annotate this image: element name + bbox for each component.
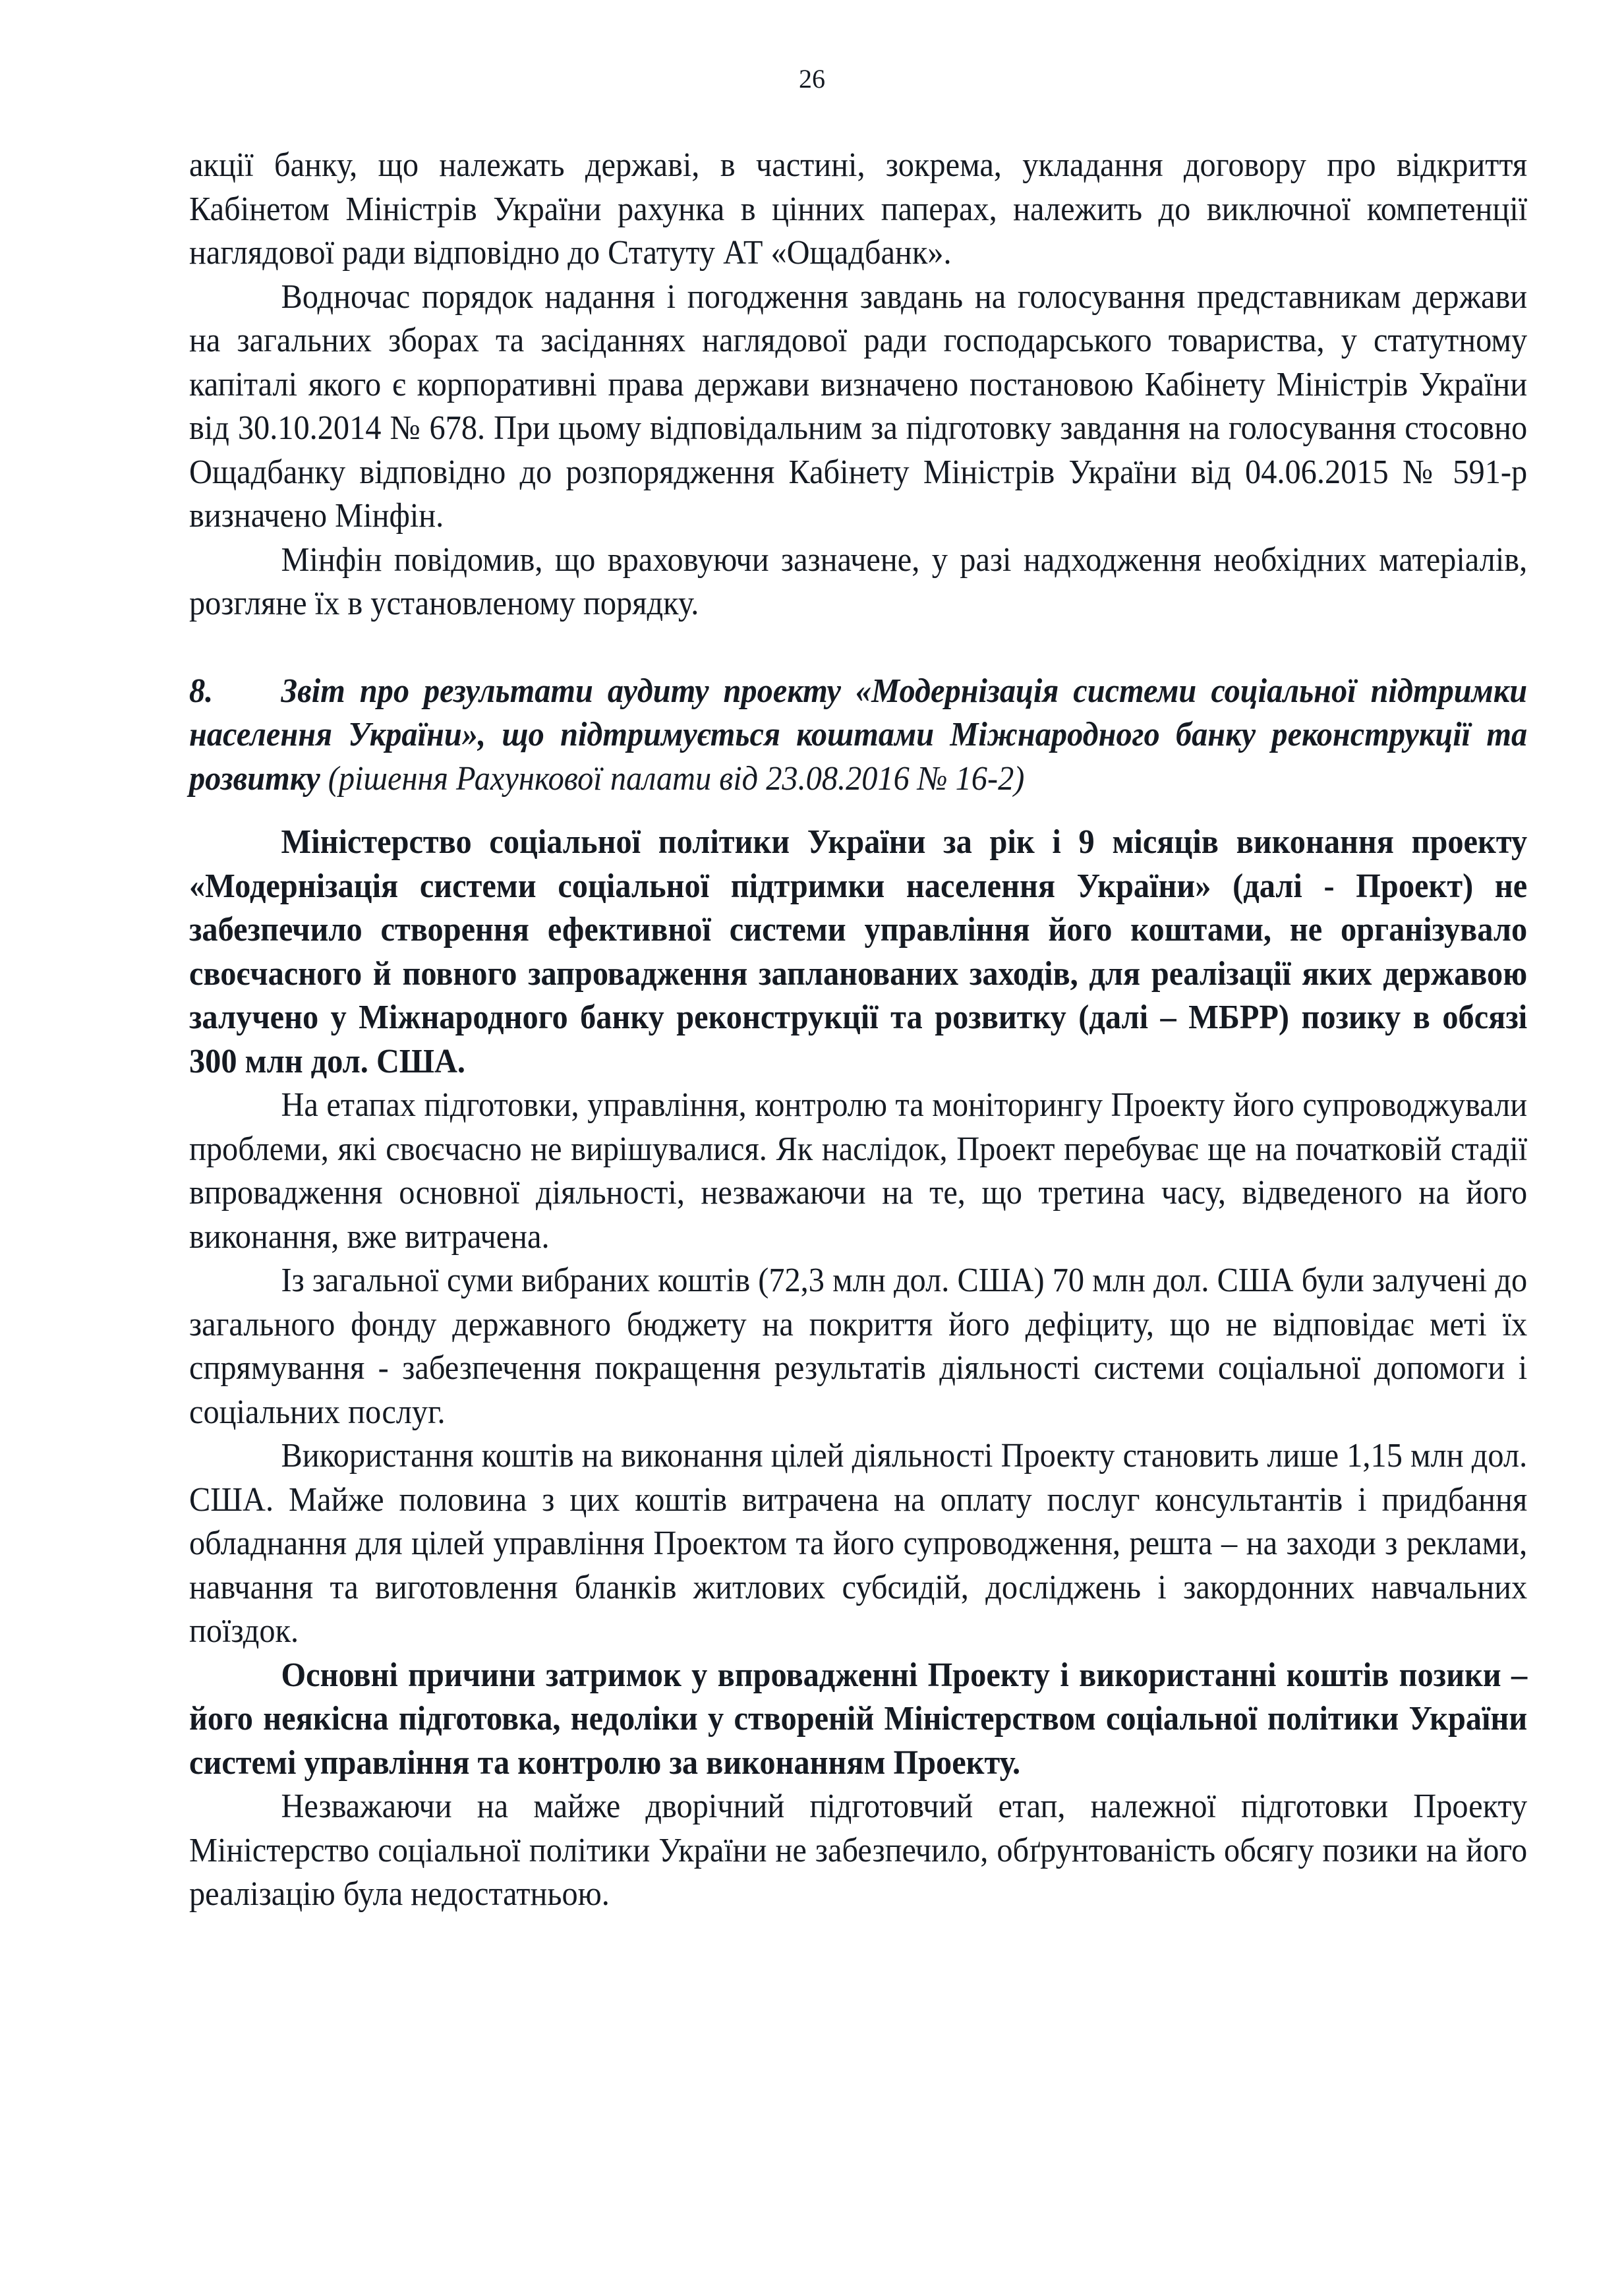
- page-number: 26: [799, 64, 825, 94]
- paragraph-preparation-stage: Незважаючи на майже дворічний підготовчий етап, належної підготовки Проекту Міністерство соціальної політики України не забезпечило, обґрунтованість обсягу позики на його реалізацію була недостатньою.: [189, 1788, 1528, 1913]
- spacer: [189, 801, 1527, 821]
- paragraph-project-stages: На етапах підготовки, управління, контролю та моніторингу Проекту його супроводжували проблеми, які своєчасно не вирішувалися. Як наслідок, Проект перебуває ще на початковій стадії впровадження основної діяльності, незважаючи на те, що третина часу, відведеного на його виконання, вже витрачена.: [189, 1086, 1528, 1256]
- section-number: 8.: [189, 672, 214, 710]
- paragraph-delay-reasons: Основні причини затримок у впровадженні Проекту і використанні коштів позики – його неякісна підготовка, недоліки у створеній Міністерством соціальної політики України системі управління та контролю за виконанням Проекту.: [189, 1656, 1528, 1782]
- paragraph-continuation: акції банку, що належать державі, в частині, зокрема, укладання договору про відкриття Кабінетом Міністрів України рахунка в цінних паперах, належить до виключної компетенції наглядової ради відповідно до Статуту АТ «Ощадбанк».: [189, 146, 1528, 272]
- paragraph-voting-procedure: Водночас порядок надання і погодження завдань на голосування представникам держави на загальних зборах та засіданнях наглядової ради господарського товариства, у статутному капіталі якого є корпоративні права держави визначено постановою Кабінету Міністрів України від 30.10.2014 № 678. При цьому відповідальним за підготовку завдання на голосування стосовно Ощадбанку відповідно до розпорядження Кабінету Міністрів України від 04.06.2015 № 591-р визначено Мінфін.: [189, 277, 1528, 535]
- document-body: [189, 144, 1527, 1917]
- section-heading: [189, 670, 1527, 802]
- section-title: Звіт про результати аудиту проекту «Модернізація системи соціальної підтримки населення України», що підтримується коштами Міжнародного банку реконструкції та розвитку: [189, 672, 1528, 798]
- paragraph-spending-details: Використання коштів на виконання цілей діяльності Проекту становить лише 1,15 млн дол. США. Майже половина з цих коштів витрачена на оплату послуг консультантів і придбання обладнання для цілей управління Проектом та його супроводження, решта – на заходи з реклами, навчання та виготовлення бланків житлових субсидій, досліджень і закордонних навчальних поїздок.: [189, 1437, 1528, 1650]
- paragraph-ministry-findings: Міністерство соціальної політики України за рік і 9 місяців виконання проекту «Модернізація системи соціальної підтримки населення України» (далі - Проект) не забезпечило створення ефективної системи управління його коштами, не організувало своєчасного й повного запровадження запланованих заходів, для реалізації яких державою залучено у Міжнародного банку реконструкції та розвитку (далі – МБРР) позику в обсязі 300 млн дол. США.: [189, 823, 1528, 1080]
- section-decision-reference: (рішення Рахункової палати від 23.08.2016 № 16-2): [328, 759, 1025, 798]
- paragraph-minfin-response: Мінфін повідомив, що враховуючи зазначене, у разі надходження необхідних матеріалів, розгляне їх в установленому порядку.: [189, 540, 1528, 622]
- paragraph-funds-usage: Із загальної суми вибраних коштів (72,3 млн дол. США) 70 млн дол. США були залучені до загального фонду державного бюджету на покриття його дефіциту, що не відповідає меті їх спрямування - забезпечення покращення результатів діяльності системи соціальної допомоги і соціальних послуг.: [189, 1262, 1528, 1431]
